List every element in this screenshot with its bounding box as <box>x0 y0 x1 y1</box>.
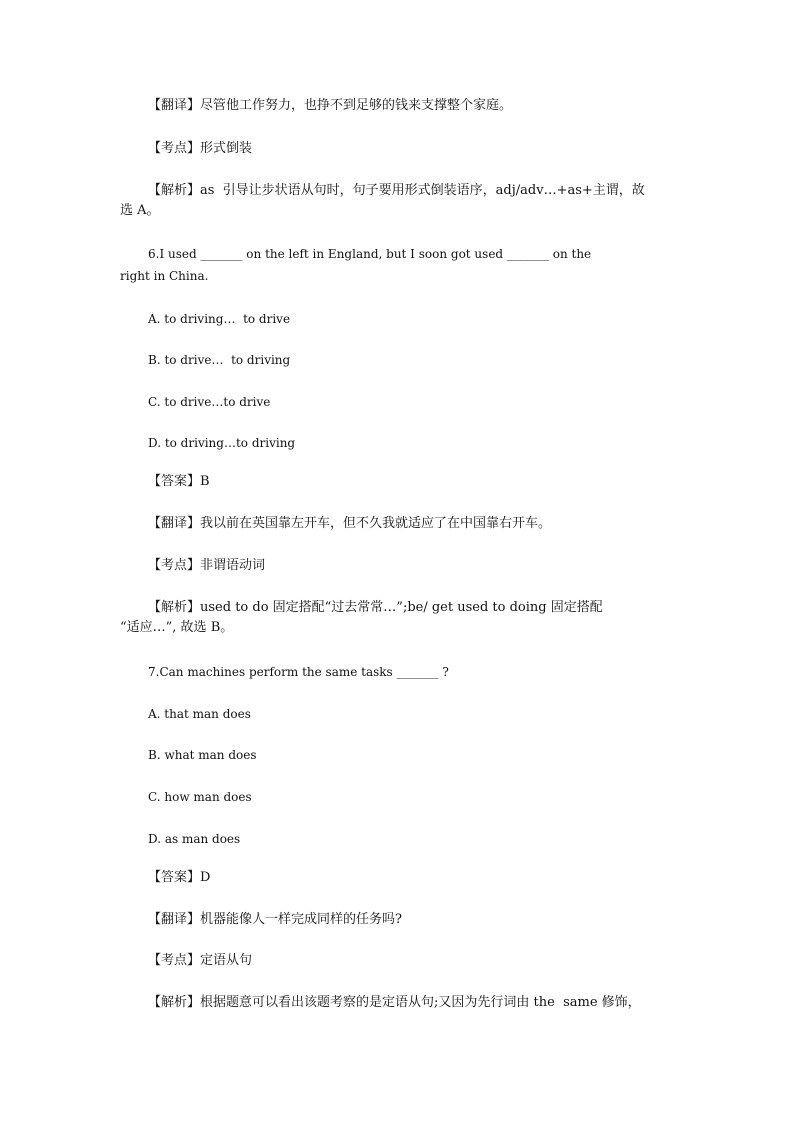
topic-line-q6: 【考点】非谓语动词 <box>148 558 266 573</box>
translation-line-q6: 【翻译】我以前在英国靠左开车，但不久我就适应了在中国靠右开车。 <box>148 516 552 531</box>
option-7b: B. what man does <box>148 748 257 762</box>
answer-line-q6: 【答案】B <box>148 474 210 489</box>
option-6a: A. to driving… to drive <box>148 312 291 326</box>
question-7-line-1: 7.Can machines perform the same tasks _______ ? <box>148 665 449 679</box>
translation-line-q7: 【翻译】机器能像人一样完成同样的任务吗? <box>148 912 402 927</box>
option-7a: A. that man does <box>148 707 251 721</box>
option-6d: D. to driving…to driving <box>148 436 296 450</box>
topic-line-q5: 【考点】形式倒装 <box>148 141 253 156</box>
question-6-line-1: 6.I used _______ on the left in England, but I soon got used _______ on the <box>148 247 592 261</box>
option-7d: D. as man does <box>148 832 241 846</box>
translation-line-q5: 【翻译】尽管他工作努力，也挣不到足够的钱来支撑整个家庭。 <box>148 98 513 113</box>
topic-line-q7: 【考点】定语从句 <box>148 953 253 968</box>
answer-line-q7: 【答案】D <box>148 870 211 885</box>
analysis-line-q5-2: 选 A。 <box>120 203 160 218</box>
option-6c: C. to drive…to drive <box>148 395 271 409</box>
question-6-line-2: right in China. <box>120 269 209 283</box>
analysis-line-q6-1: 【解析】used to do 固定搭配“过去常常…”;be/ get used to doing 固定搭配 <box>148 600 603 615</box>
option-7c: C. how man does <box>148 790 252 804</box>
analysis-line-q7-1: 【解析】根据题意可以看出该题考察的是定语从句;又因为先行词由 the same 修饰， <box>148 995 641 1010</box>
analysis-line-q6-2: “适应…”, 故选 B。 <box>120 620 234 635</box>
analysis-line-q5-1: 【解析】as 引导让步状语从句时，句子要用形式倒装语序，adj/adv…+as+主谓，故 <box>148 183 645 198</box>
option-6b: B. to drive… to driving <box>148 353 291 367</box>
